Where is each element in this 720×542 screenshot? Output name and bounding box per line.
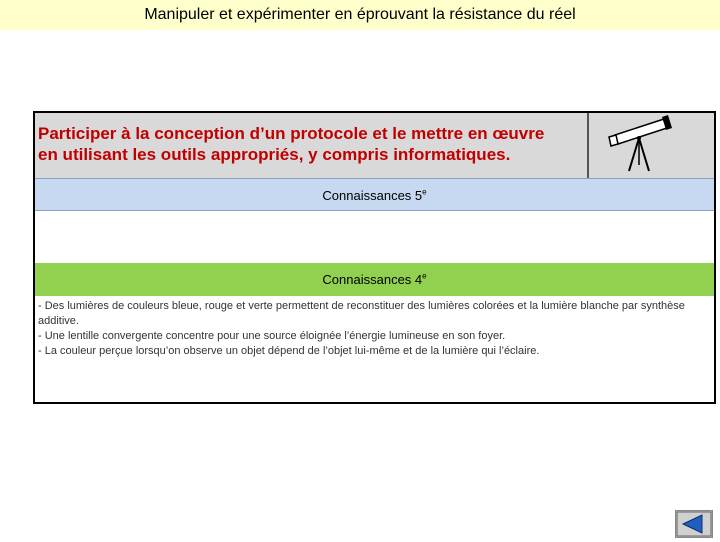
knowledge-level-5-content [35, 211, 714, 263]
back-arrow-icon [676, 511, 712, 537]
knowledge-item: - La couleur perçue lorsqu’on observe un objet dépend de l’objet lui-même et de la lumière qui l’éclaire. [38, 345, 540, 357]
competence-line-2: en utilisant les outils appropriés, y compris informatiques. [38, 145, 511, 164]
competence-line-1: Participer à la conception d’un protocole et le mettre en œuvre [38, 124, 545, 143]
knowledge-level-4-content [35, 296, 714, 402]
header-bar [0, 0, 720, 30]
competence-row [35, 113, 714, 179]
knowledge-item: - Une lentille convergente concentre pour une source éloignée l’énergie lumineuse en son foyer. [38, 330, 506, 342]
knowledge-level-5-label: Connaissances 5 [322, 188, 423, 203]
page-title: Manipuler et expérimenter en éprouvant la résistance du réel [144, 6, 576, 23]
knowledge-level-4-label: Connaissances 4 [322, 272, 423, 287]
knowledge-level-5-header [35, 179, 714, 211]
knowledge-level-4-suffix: e [422, 271, 427, 281]
knowledge-level-4-header [35, 263, 714, 296]
knowledge-item: - Des lumières de couleurs bleue, rouge et verte permettent de reconstituer des lumières colorées et la lumière blanche par synthèse additive. [38, 300, 685, 327]
knowledge-level-5-suffix: e [422, 187, 427, 197]
back-button[interactable] [675, 510, 713, 538]
competence-title [35, 113, 589, 178]
telescope-icon-cell [589, 113, 714, 178]
telescope-icon [589, 113, 714, 178]
competence-table [33, 111, 716, 404]
